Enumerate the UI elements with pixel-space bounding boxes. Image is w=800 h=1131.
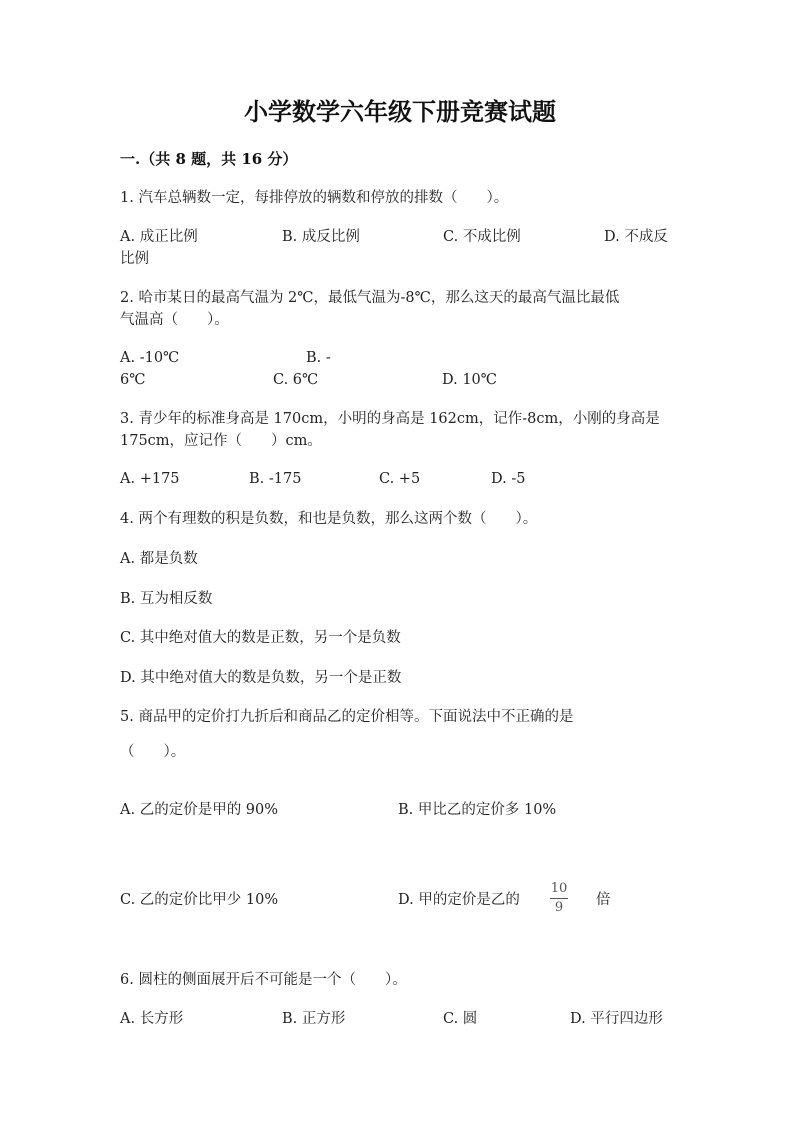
- question-3-option-b: B. -175: [249, 471, 302, 487]
- question-3-stem-line2: 175cm，应记作（ ）cm。: [120, 433, 322, 449]
- question-4-option-d: D. 其中绝对值大的数是负数，另一个是正数: [120, 670, 402, 686]
- question-1-stem: 1. 汽车总辆数一定，每排停放的辆数和停放的排数（ ）。: [120, 190, 509, 206]
- question-5-stem-line1: 5. 商品甲的定价打九折后和商品乙的定价相等。下面说法中不正确的是: [120, 709, 574, 725]
- question-6-option-b: B. 正方形: [282, 1011, 346, 1027]
- question-5-stem-line2: （ ）。: [120, 744, 186, 760]
- question-3-option-d: D. -5: [491, 471, 526, 487]
- fraction-bar: [550, 898, 568, 899]
- question-5-option-a: A. 乙的定价是甲的 90%: [120, 802, 279, 818]
- question-1-option-d: D. 不成反: [604, 229, 668, 245]
- question-5-option-d-suffix: 倍: [596, 892, 611, 908]
- fraction-numerator: 10: [550, 881, 568, 896]
- question-1-option-a: A. 成正比例: [120, 229, 198, 245]
- question-2-stem-line1: 2. 哈市某日的最高气温为 2℃，最低气温为-8℃，那么这天的最高气温比最低: [120, 290, 620, 306]
- question-2-option-b: B. -: [306, 350, 331, 366]
- question-2-option-c: C. 6℃: [273, 372, 319, 388]
- question-2-option-a: A. -10℃: [120, 350, 180, 366]
- question-6-option-d: D. 平行四边形: [570, 1011, 663, 1027]
- question-5-option-d: D. 甲的定价是乙的: [398, 892, 520, 908]
- question-6-option-a: A. 长方形: [120, 1011, 184, 1027]
- question-4-option-c: C. 其中绝对值大的数是正数，另一个是负数: [120, 630, 401, 646]
- question-1-option-c: C. 不成比例: [443, 229, 521, 245]
- question-6-stem: 6. 圆柱的侧面展开后不可能是一个（ ）。: [120, 972, 407, 988]
- page-title: 小学数学六年级下册竞赛试题: [244, 97, 556, 126]
- question-2-option-b-wrap: 6℃: [120, 372, 146, 388]
- question-4-option-a: A. 都是负数: [120, 551, 198, 567]
- question-5-option-b: B. 甲比乙的定价多 10%: [398, 802, 557, 818]
- fraction-ten-ninths: [550, 882, 568, 916]
- question-1-option-d-wrap: 比例: [120, 251, 149, 267]
- fraction-denominator: 9: [554, 900, 564, 916]
- question-5-option-c: C. 乙的定价比甲少 10%: [120, 892, 279, 908]
- question-4-stem: 4. 两个有理数的积是负数，和也是负数，那么这两个数（ ）。: [120, 511, 538, 527]
- question-2-stem-line2: 气温高（ ）。: [120, 312, 229, 328]
- section-heading: 一.（共 8 题，共 16 分）: [120, 150, 298, 168]
- question-3-option-c: C. +5: [379, 471, 421, 487]
- question-3-stem-line1: 3. 青少年的标准身高是 170cm，小明的身高是 162cm，记作-8cm，小刚的身高是: [120, 411, 660, 427]
- question-1-option-b: B. 成反比例: [282, 229, 360, 245]
- question-6-option-c: C. 圆: [443, 1011, 478, 1027]
- question-4-option-b: B. 互为相反数: [120, 591, 213, 607]
- question-2-option-d: D. 10℃: [442, 372, 497, 388]
- question-3-option-a: A. +175: [120, 471, 180, 487]
